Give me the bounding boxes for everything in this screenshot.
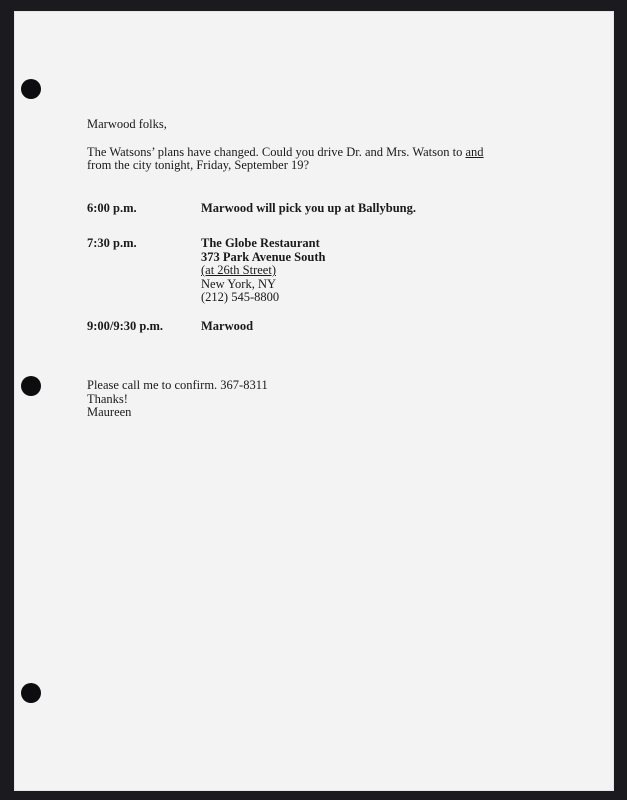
schedule-time: 7:30 p.m. (87, 236, 137, 250)
letter-closing (87, 379, 268, 420)
confirm-request: Please call me to confirm. 367-8311 (87, 378, 268, 392)
schedule-time: 6:00 p.m. (87, 201, 137, 215)
schedule-detail: Marwood (201, 319, 254, 333)
restaurant-address (201, 237, 561, 305)
punch-hole-bottom (21, 683, 41, 703)
signature: Maureen (87, 405, 132, 419)
body-text-line2: from the city tonight, Friday, September 19? (87, 158, 310, 172)
restaurant-city: New York, NY (201, 276, 277, 291)
letter-intro (87, 118, 567, 173)
restaurant-name: The Globe Restaurant (201, 236, 320, 250)
schedule-detail: Marwood will pick you up at Ballybung. (201, 201, 416, 215)
restaurant-cross-street: (at 26th Street) (201, 263, 276, 277)
schedule-time: 9:00/9:30 p.m. (87, 319, 164, 333)
thanks-line: Thanks! (87, 391, 128, 406)
body-text: The Watsons’ plans have changed. Could you drive Dr. and Mrs. Watson to (87, 144, 466, 159)
body-underlined-word: and (465, 144, 484, 159)
greeting: Marwood folks, (87, 117, 167, 131)
punch-hole-middle (21, 376, 41, 396)
body-paragraph (87, 146, 567, 173)
restaurant-street: 373 Park Avenue South (201, 249, 326, 264)
punch-hole-top (21, 79, 41, 99)
restaurant-phone: (212) 545-8800 (201, 290, 280, 304)
